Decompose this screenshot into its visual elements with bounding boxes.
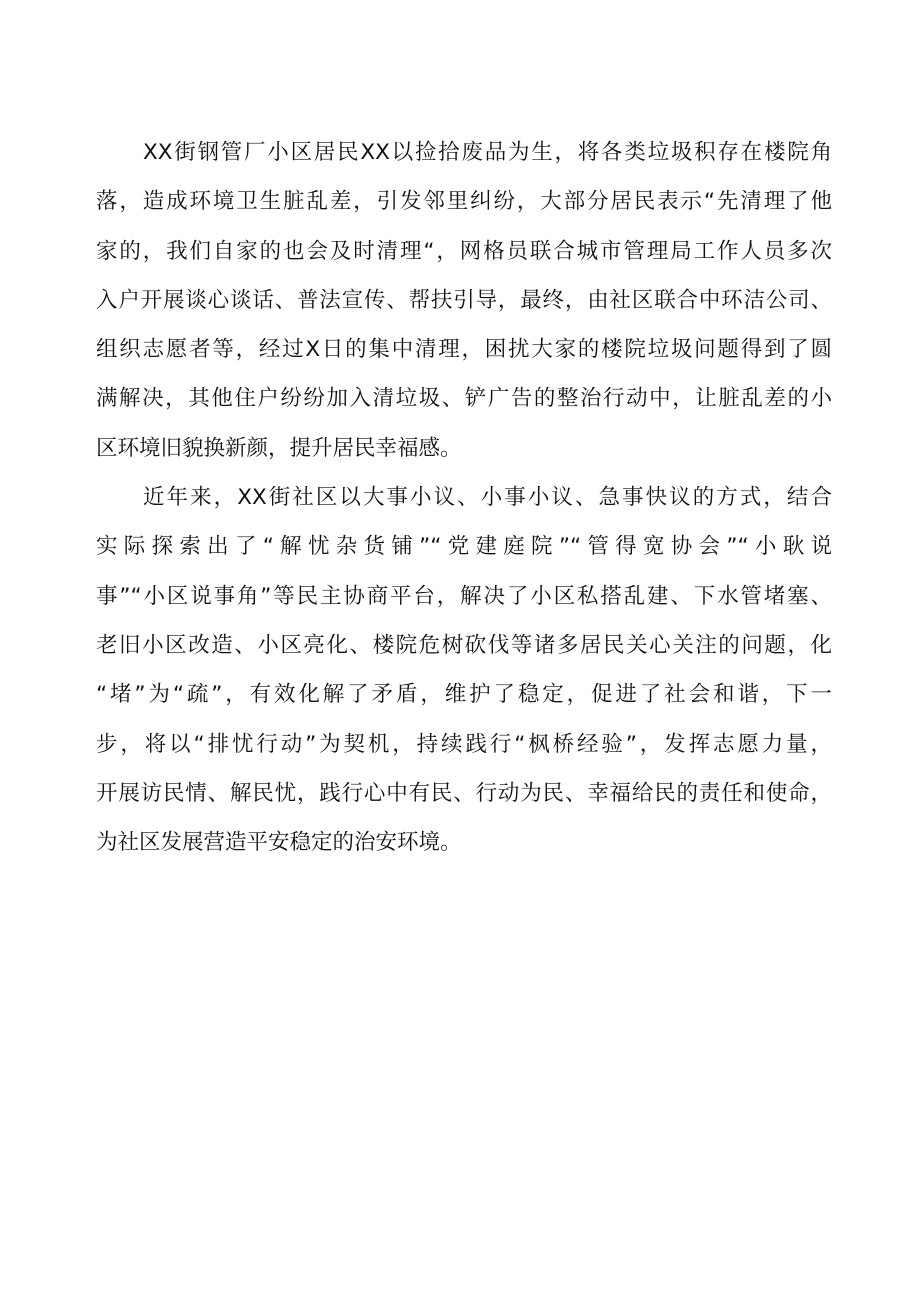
paragraph-line: “堵”为“疏”，有效化解了矛盾，维护了稳定，促进了社会和谐，下一	[96, 682, 832, 708]
paragraph-2	[96, 473, 832, 867]
paragraph-line: 家的，我们自家的也会及时清理“，网格员联合城市管理局工作人员多次	[96, 238, 832, 264]
paragraph-line: 事”“小区说事角”等民主协商平台，解决了小区私搭乱建、下水管堵塞、	[96, 583, 832, 609]
paragraph-line: 满解决，其他住户纷纷加入清垃圾、铲广告的整治行动中，让脏乱差的小	[96, 386, 832, 412]
paragraph-line: 近年来，XX街社区以大事小议、小事小议、急事快议的方式，结合	[143, 485, 832, 511]
paragraph-line: 区环境旧貌换新颜，提升居民幸福感。	[96, 435, 462, 461]
paragraph-line: 组织志愿者等，经过X日的集中清理，困扰大家的楼院垃圾问题得到了圆	[96, 337, 832, 363]
paragraph-line: 落，造成环境卫生脏乱差，引发邻里纠纷，大部分居民表示“先清理了他	[96, 189, 832, 215]
paragraph-line: 老旧小区改造、小区亮化、楼院危树砍伐等诸多居民关心关注的问题，化	[96, 632, 832, 658]
paragraph-line: XX街钢管厂小区居民XX以捡拾废品为生，将各类垃圾积存在楼院角	[143, 140, 832, 165]
paragraph-line: 开展访民情、解民忧，践行心中有民、行动为民、幸福给民的责任和使命，	[96, 780, 832, 806]
paragraph-line: 步，将以“排忧行动”为契机，持续践行“枫桥经验”，发挥志愿力量，	[96, 731, 832, 757]
paragraph-line: 入户开展谈心谈话、普法宣传、帮扶引导，最终，由社区联合中环洁公司、	[96, 287, 832, 313]
paragraph-1	[96, 128, 832, 473]
paragraph-line: 为社区发展营造平安稳定的治安环境。	[96, 830, 462, 856]
paragraph-line: 实际探索出了“解忧杂货铺”“党建庭院”“管得宽协会”“小耿说	[96, 534, 832, 560]
document-body	[96, 128, 832, 867]
